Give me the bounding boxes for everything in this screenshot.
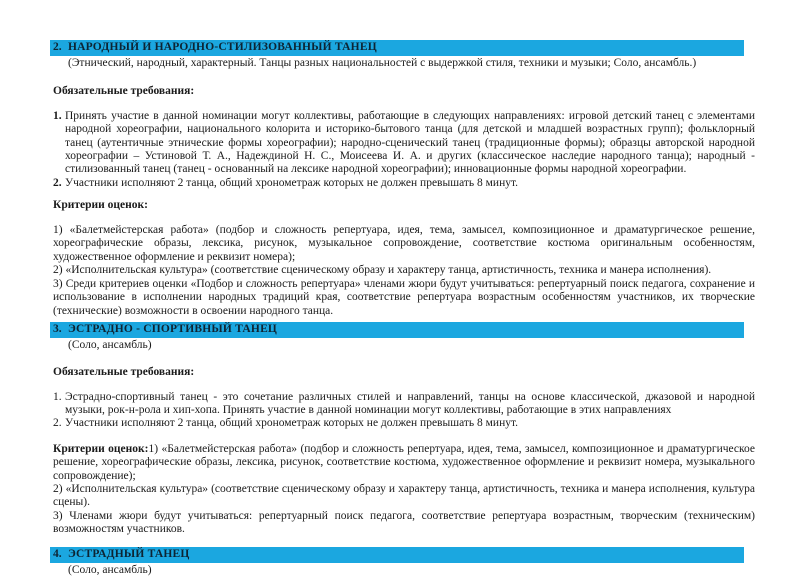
section-heading-band: [50, 40, 744, 56]
list-item-number: 1.: [53, 109, 62, 122]
section-title: ЭСТРАДНЫЙ ТАНЕЦ: [68, 547, 190, 560]
requirements-list: [50, 110, 755, 190]
list-item: [50, 391, 755, 418]
section-variety-sport-dance: [50, 322, 755, 537]
section-title: ЭСТРАДНО - СПОРТИВНЫЙ ТАНЕЦ: [68, 322, 278, 335]
criteria-item: 2) «Исполнительская культура» (соответствие сценическому образу и характеру танца, артистичность, техника и манера исполнения, культура сцены).: [53, 483, 755, 509]
section-subtitle: (Соло, ансамбль): [68, 339, 152, 352]
requirements-list: [50, 391, 755, 431]
criteria-item: [50, 443, 755, 483]
list-item: [50, 110, 755, 177]
section-number: 3.: [53, 322, 62, 335]
list-item-number: 1.: [53, 390, 62, 403]
list-item-number: 2.: [53, 176, 62, 189]
criteria-heading-inline: Критерии оценок:: [53, 442, 149, 455]
criteria-item: 3) Среди критериев оценки «Подбор и сложность репертуара» членами жюри будут учитываться: репертуарный поиск педагога, сохранение и использование в исполнении народных традиций края, соответствие репертуара возрастным особенностям участников, их творческие (технические) возможности в освоении народного танца.: [53, 277, 755, 317]
requirements-heading: Обязательные требования:: [53, 365, 195, 378]
section-folk-dance: [50, 40, 755, 318]
criteria-item-text: 1) «Балетмейстерская работа» (подбор и сложность репертуара, идея, тема, замысел, композиционное и драматургическое решение, хореографические образы, лексика, рисунок, соответствие костюма, художественное оформление и реквизит номера, музыкального сопровождение);: [53, 442, 755, 482]
list-item: [50, 177, 755, 190]
section-subtitle: (Этнический, народный, характерный. Танцы разных национальностей с выдержкой стиля, техники и музыки; Соло, ансамбль.): [68, 57, 697, 70]
section-title: НАРОДНЫЙ И НАРОДНО-СТИЛИЗОВАННЫЙ ТАНЕЦ: [68, 41, 377, 53]
section-number: 4.: [53, 547, 62, 560]
list-item-text: Эстрадно-спортивный танец - это сочетание различных стилей и направлений, танцы на основе классической, джазовой и народной музыки, рок-н-рола и хип-хопа. Принять участие в данной номинации могут коллективы, работающие в этих направлениях: [65, 390, 755, 417]
list-item-text: Участники исполняют 2 танца, общий хронометраж которых не должен превышать 8 минут.: [65, 176, 519, 189]
section-number: 2.: [53, 41, 62, 53]
list-item: [50, 417, 755, 430]
requirements-heading: Обязательные требования:: [53, 84, 195, 97]
section-heading-band: [50, 322, 744, 338]
section-heading-band: [50, 547, 744, 563]
list-item-text: Участники исполняют 2 танца, общий хронометраж которых не должен превышать 8 минут.: [65, 417, 519, 430]
section-variety-dance: [50, 547, 755, 578]
list-item-number: 2.: [53, 417, 62, 430]
criteria-item: 1) «Балетмейстерская работа» (подбор и сложность репертуара, идея, тема, замысел, композиционное и драматургическое решение, хореографические образы, лексика, рисунок, музыкальное сопровождение, соответствие костюма оригинальным особенностям, художественное оформление и реквизит номера);: [53, 224, 755, 263]
section-subtitle: (Соло, ансамбль): [68, 564, 152, 577]
criteria-item: 3) Членами жюри будут учитываться: репертуарный поиск педагога, соответствие репертуара возрастным, творческим (техническим) возможностям участников.: [53, 509, 755, 536]
criteria-item: 2) «Исполнительская культура» (соответствие сценическому образу и характеру танца, артистичность, техника и манера исполнения).: [53, 264, 712, 277]
list-item-text: Принять участие в данной номинации могут коллективы, работающие в следующих направлениях: игровой детский танец с элементами народной хореографии, национального колорита и историко-бытового танца (для детской и младшей возрастных групп); фольклорный танец (аутентичные этнические формы хореографии); народно-сценический танец (традиционные формы); образцы авторской народной хореографии – Устиновой Т. А., Надеждиной Н. С., Моисеева И. А. и других (классическое наследие народного танца); народный - стилизованный танец (танец - основанный на лексике народной хореографии); инновационные формы народной хореографии.: [65, 109, 755, 176]
criteria-heading: Критерии оценок:: [53, 199, 148, 212]
